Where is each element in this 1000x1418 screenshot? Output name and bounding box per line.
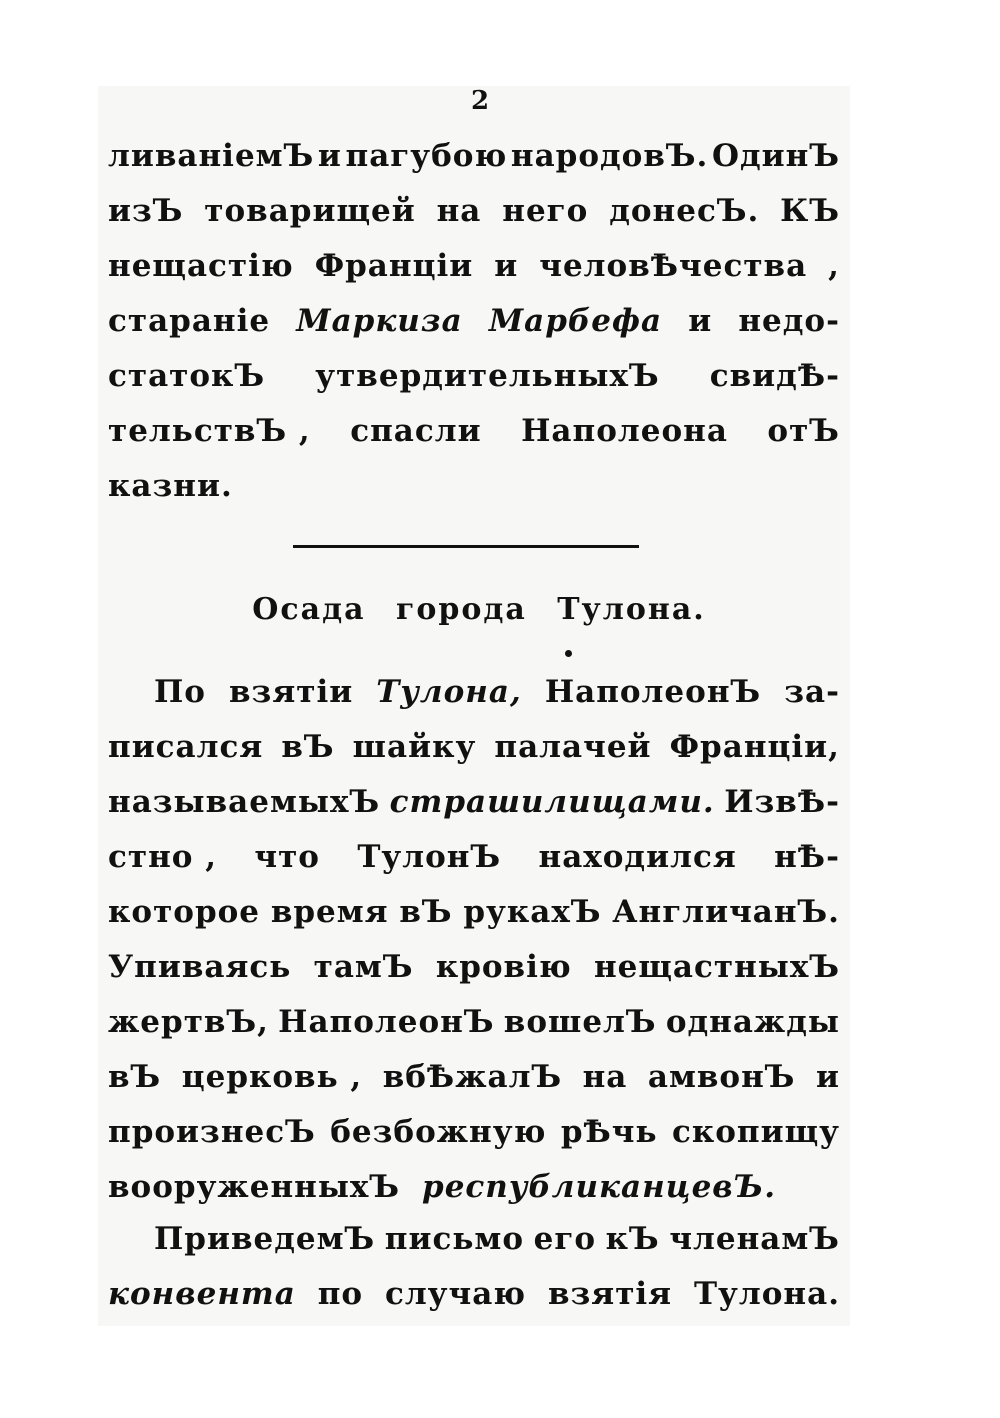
word: спасли (350, 413, 482, 449)
word: народовЪ. (510, 138, 709, 174)
word: нещастію (108, 248, 294, 284)
word: Франціи, (669, 729, 840, 765)
word: человѢчества (539, 248, 808, 284)
word: за- (784, 674, 840, 710)
italic-word: Маркиза (296, 303, 463, 339)
continuation-paragraph (108, 129, 840, 514)
word: что (254, 839, 320, 875)
word: случаю (384, 1276, 527, 1312)
word: Упиваясь (108, 949, 292, 985)
text-line (108, 830, 840, 885)
word: кровію (435, 949, 572, 985)
word: ливаніемЪ (108, 138, 315, 174)
italic-word: республиканцевЪ. (422, 1169, 777, 1205)
word: взятіи (229, 674, 354, 710)
text-line (108, 1212, 840, 1267)
word: товарищей (204, 193, 416, 229)
text-line (108, 775, 840, 830)
text-line (108, 1160, 840, 1215)
text-line (108, 720, 840, 775)
italic-word: Марбефа (488, 303, 663, 339)
word: отЪ (767, 413, 840, 449)
word: которое (108, 894, 261, 930)
text-line (108, 129, 840, 184)
italic-word: страшилищами. (389, 784, 715, 820)
word: ОдинЪ (711, 138, 840, 174)
word: время (270, 894, 389, 930)
word: вбѢжалЪ (382, 1059, 563, 1095)
word: рукахЪ (463, 894, 602, 930)
word: недо- (738, 303, 840, 339)
word: однажды (665, 1004, 840, 1040)
word: и (815, 1059, 840, 1095)
word: нещастныхЪ (593, 949, 840, 985)
word: статокЪ (108, 358, 266, 394)
word: вЪ (399, 894, 453, 930)
word: произнесЪ (108, 1114, 316, 1150)
word: утвердительныхЪ (315, 358, 660, 394)
section-divider (293, 545, 639, 548)
text-line (108, 665, 840, 720)
text-line (108, 995, 840, 1050)
word: НаполеонЪ (278, 1004, 495, 1040)
text-line (108, 459, 840, 514)
word: кЪ (605, 1221, 660, 1257)
word: донесЪ. (609, 193, 760, 229)
word: Тулона. (693, 1276, 840, 1312)
word: жертвЪ, (108, 1004, 269, 1040)
word: КЪ (780, 193, 840, 229)
word: и (688, 303, 713, 339)
text-line (108, 885, 840, 940)
word: на (436, 193, 482, 229)
word: и (317, 138, 342, 174)
word: палачей (494, 729, 652, 765)
text-line (108, 1105, 840, 1160)
text-line (108, 940, 840, 995)
word: стно , (108, 839, 218, 875)
word: скопищу (671, 1114, 840, 1150)
word: писался (108, 729, 264, 765)
section-heading: Осада города Тулона. (252, 592, 706, 627)
word: тамЪ (313, 949, 414, 985)
word: церковь , (181, 1059, 363, 1095)
decorative-dot (565, 650, 572, 657)
word: вооруженныхЪ (108, 1169, 401, 1205)
paragraph-siege-of-toulon (108, 665, 840, 1215)
word: рѢчь (560, 1114, 658, 1150)
word: свидѢ- (709, 358, 840, 394)
word: письмо (384, 1221, 524, 1257)
word: его (533, 1221, 597, 1257)
text-line (108, 349, 840, 404)
word: изЪ (108, 193, 184, 229)
italic-word: Тулона, (376, 674, 522, 710)
word: Наполеона (521, 413, 728, 449)
word: него (502, 193, 589, 229)
italic-word: конвента (108, 1276, 296, 1312)
text-line (108, 294, 840, 349)
word: нѢ- (774, 839, 840, 875)
text-line (108, 404, 840, 459)
word: вЪ (108, 1059, 162, 1095)
word: вЪ (281, 729, 335, 765)
word: шайку (352, 729, 477, 765)
word: членамЪ (669, 1221, 840, 1257)
word: АнгличанЪ. (612, 894, 840, 930)
paragraph-letter-to-convention (108, 1212, 840, 1322)
word: стараніе (108, 303, 271, 339)
word: называемыхЪ (108, 784, 381, 820)
word: по (317, 1276, 364, 1312)
page-number: 2 (470, 86, 490, 116)
word: ТулонЪ (357, 839, 502, 875)
word: ИзвѢ- (724, 784, 840, 820)
word: вошелЪ (503, 1004, 657, 1040)
text-line (108, 1050, 840, 1105)
word: находился (538, 839, 737, 875)
word: и (494, 248, 519, 284)
word: на (582, 1059, 628, 1095)
word: казни. (108, 468, 233, 504)
word: Франціи (314, 248, 474, 284)
text-line (108, 184, 840, 239)
word: тельствЪ , (108, 413, 311, 449)
word: , (828, 248, 840, 284)
word: ПриведемЪ (154, 1221, 376, 1257)
word: По (154, 674, 206, 710)
word: пагубою (345, 138, 508, 174)
text-line (108, 239, 840, 294)
word: амвонЪ (647, 1059, 796, 1095)
word: безбожную (330, 1114, 547, 1150)
text-line (108, 1267, 840, 1322)
word: взятія (547, 1276, 673, 1312)
word: НаполеонЪ (544, 674, 762, 710)
